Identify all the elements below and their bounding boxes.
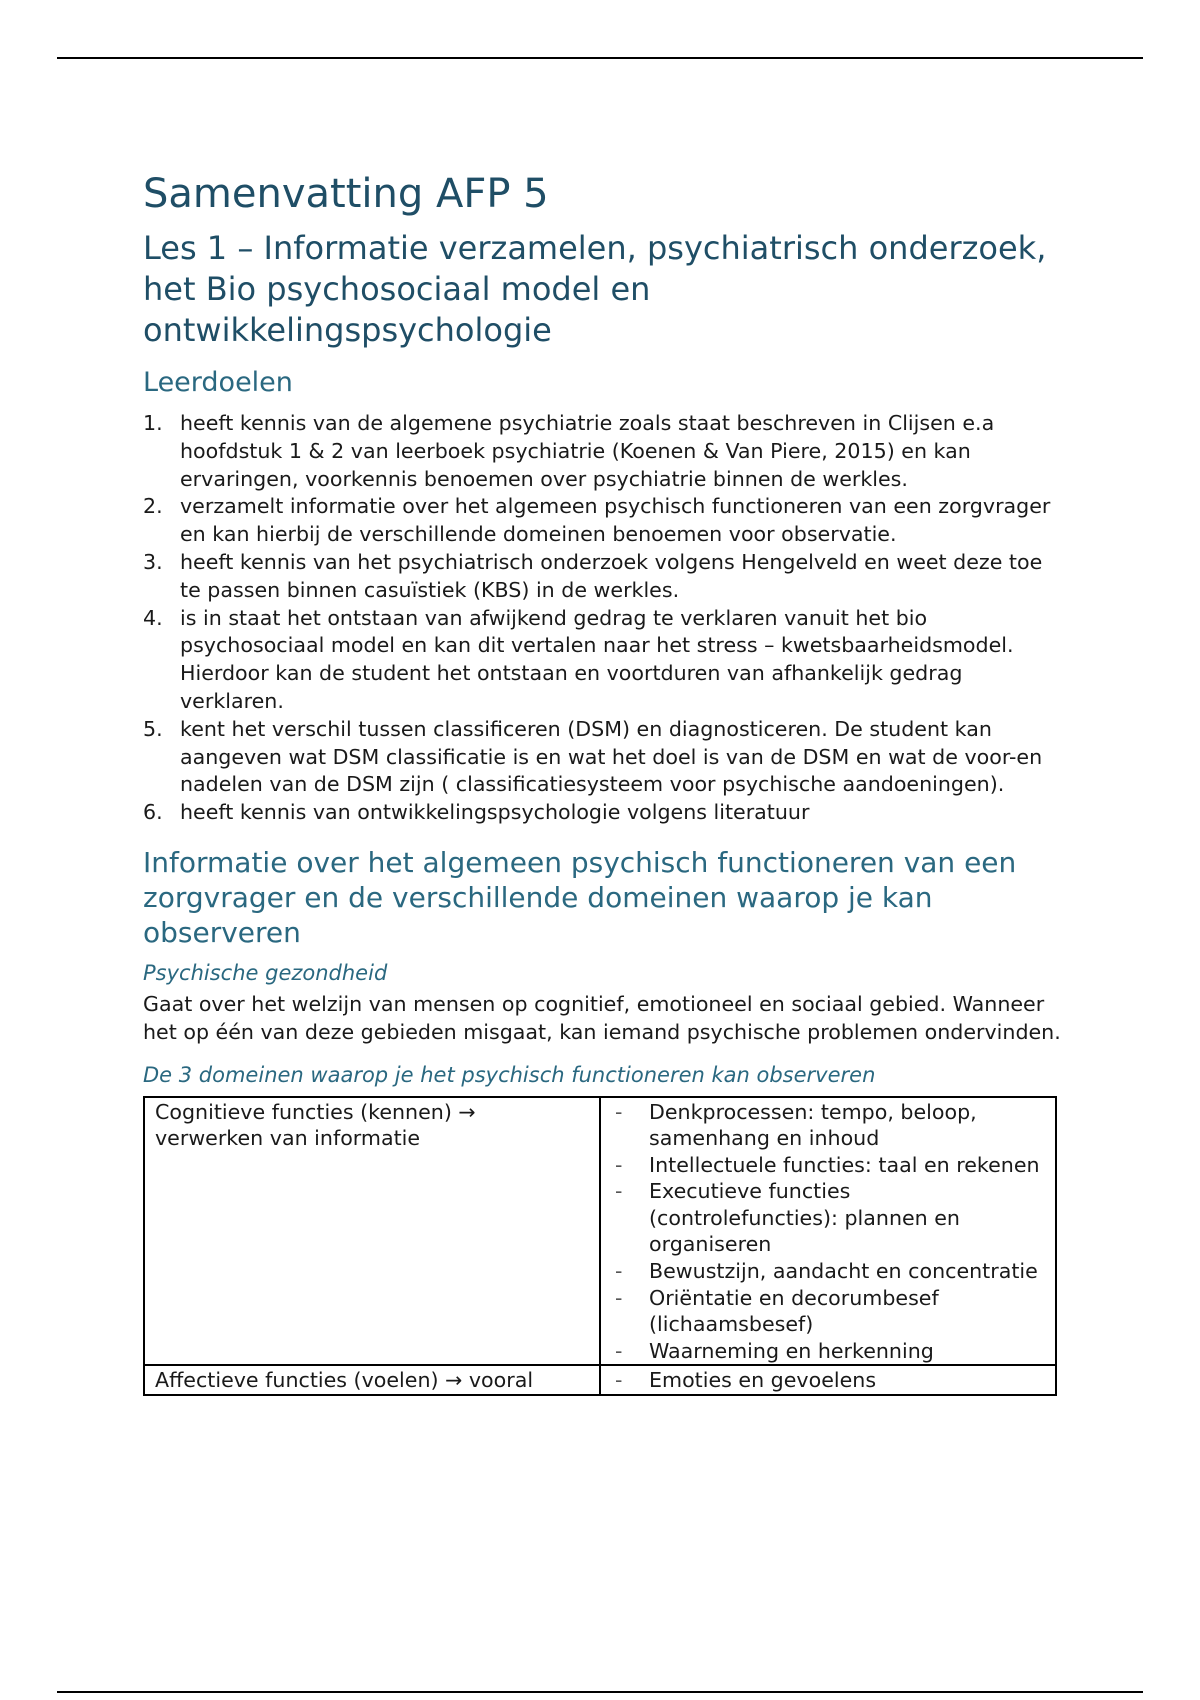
dash-bullet: - xyxy=(615,1099,623,1124)
list-number: 3. xyxy=(143,549,163,574)
list-item-text: heeft kennis van ontwikkelingspsychologie volgens literatuur xyxy=(180,800,810,825)
document-body xyxy=(143,170,1063,1396)
goals-list xyxy=(143,410,1063,827)
table-cell-items xyxy=(600,1097,1056,1366)
dash-bullet: - xyxy=(615,1179,623,1204)
dash-list xyxy=(611,1367,1045,1394)
info-heading: Informatie over het algemeen psychisch functioneren van een zorgvrager en de verschillende domeinen waarop je kan observeren xyxy=(143,845,1017,949)
footer-rule xyxy=(57,1691,1143,1693)
table-cell-domain: Affectieve functies (voelen) → vooral xyxy=(144,1365,600,1395)
list-item-text: Intellectuele functies: taal en rekenen xyxy=(649,1152,1040,1177)
list-item xyxy=(143,799,1063,827)
table-cell-items xyxy=(600,1365,1056,1395)
list-item xyxy=(611,1099,1045,1152)
table-row xyxy=(144,1097,1056,1366)
list-number: 1. xyxy=(143,410,163,435)
domains-table xyxy=(143,1096,1057,1397)
table-caption: De 3 domeinen waarop je het psychisch functioneren kan observeren xyxy=(143,1063,876,1088)
list-number: 2. xyxy=(143,494,163,519)
list-item-text: kent het verschil tussen classificeren (DSM) en diagnosticeren. De student kan aangeven wat DSM classificatie is en wat het doel is van de DSM en wat de voor-en nadelen van de DSM zijn ( classificatiesysteem voor psychische aandoeningen). xyxy=(180,716,1043,797)
health-heading: Psychische gezondheid xyxy=(143,960,388,985)
list-number: 5. xyxy=(143,716,163,741)
list-item-text: heeft kennis van de algemene psychiatrie zoals staat beschreven in Clijsen e.a hoofdstuk 1 & 2 van leerboek psychiatrie (Koenen & Van Piere, 2015) en kan ervaringen, voorkennis benoemen over psychiatrie binnen de werkles. xyxy=(180,410,995,491)
dash-list xyxy=(611,1099,1045,1365)
dash-bullet: - xyxy=(615,1152,623,1177)
list-item-text: is in staat het ontstaan van afwijkend gedrag te verklaren vanuit het bio psychosociaal model en kan dit vertalen naar het stress – kwetsbaarheidsmodel. Hierdoor kan de student het ontstaan en voortduren van afhankelijk gedrag verklaren. xyxy=(180,605,1014,713)
health-paragraph: Gaat over het welzijn van mensen op cognitief, emotioneel en sociaal gebied. Wanneer het op één van deze gebieden misgaat, kan iemand psychische problemen ondervinden. xyxy=(143,992,1061,1044)
list-item-text: Bewustzijn, aandacht en concentratie xyxy=(649,1259,1038,1284)
list-item xyxy=(143,493,1063,549)
list-item-text: Emoties en gevoelens xyxy=(649,1368,877,1393)
list-item xyxy=(611,1367,1045,1394)
table-row xyxy=(144,1365,1056,1395)
list-item xyxy=(611,1338,1045,1365)
list-item xyxy=(143,716,1063,799)
list-item-text: verzamelt informatie over het algemeen psychisch functioneren van een zorgvrager en kan hierbij de verschillende domeinen benoemen voor observatie. xyxy=(180,494,1051,547)
table-cell-domain: Cognitieve functies (kennen) → verwerken van informatie xyxy=(144,1097,600,1366)
list-item-text: Oriëntatie en decorumbesef (lichaamsbesef) xyxy=(649,1285,939,1337)
dash-bullet: - xyxy=(615,1368,623,1393)
dash-bullet: - xyxy=(615,1338,623,1363)
dash-bullet: - xyxy=(615,1285,623,1310)
list-item xyxy=(611,1258,1045,1285)
list-item-text: Denkprocessen: tempo, beloop, samenhang en inhoud xyxy=(649,1099,977,1151)
list-item xyxy=(611,1178,1045,1258)
header-rule xyxy=(57,57,1143,59)
document-title: Samenvatting AFP 5 xyxy=(143,171,549,217)
list-item xyxy=(143,410,1063,493)
list-item xyxy=(611,1285,1045,1338)
goals-heading: Leerdoelen xyxy=(143,366,293,398)
list-number: 4. xyxy=(143,605,163,630)
list-number: 6. xyxy=(143,800,163,825)
list-item-text: Executieve functies (controlefuncties): plannen en organiseren xyxy=(649,1179,960,1257)
list-item-text: Waarneming en herkenning xyxy=(649,1338,934,1363)
list-item xyxy=(143,549,1063,605)
list-item xyxy=(143,605,1063,716)
lesson-heading: Les 1 – Informatie verzamelen, psychiatrisch onderzoek, het Bio psychosociaal model en ontwikkelingspsychologie xyxy=(143,229,1047,349)
list-item xyxy=(611,1152,1045,1179)
dash-bullet: - xyxy=(615,1259,623,1284)
list-item-text: heeft kennis van het psychiatrisch onderzoek volgens Hengelveld en weet deze toe te passen binnen casuïstiek (KBS) in de werkles. xyxy=(180,549,1043,602)
